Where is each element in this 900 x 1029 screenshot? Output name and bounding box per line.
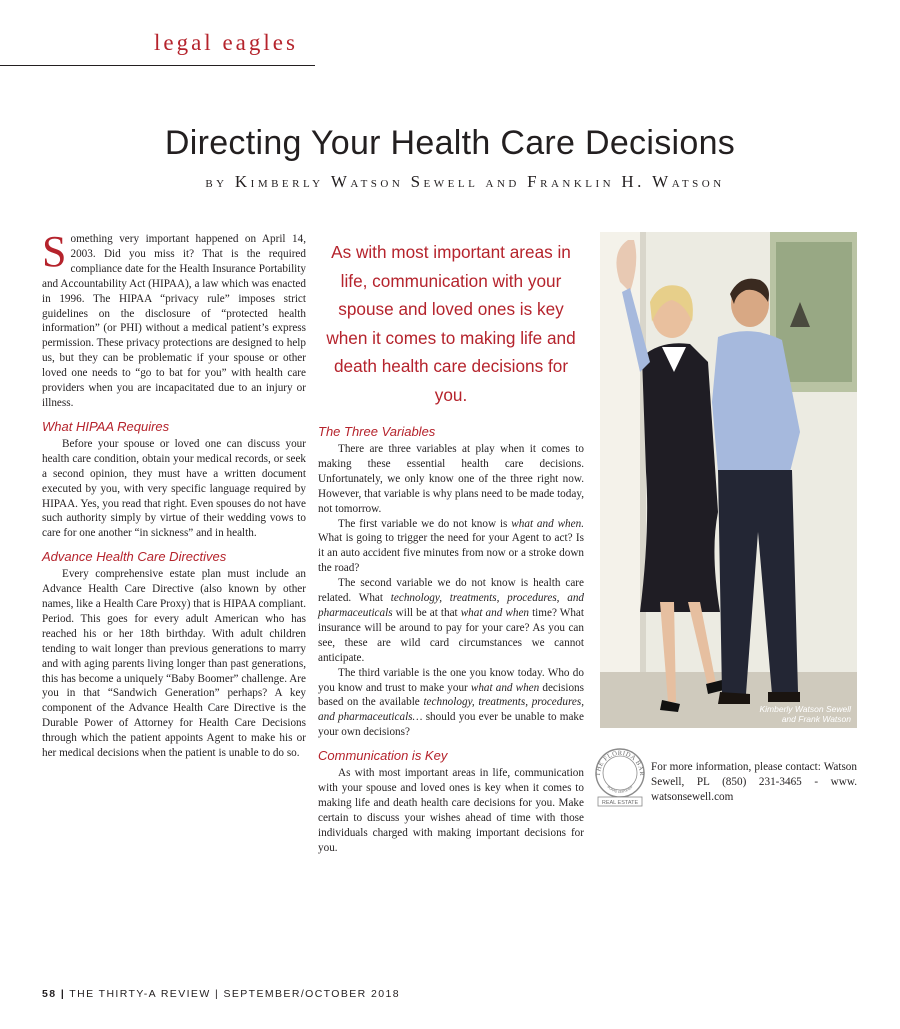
drop-cap: S	[42, 227, 67, 276]
caption-line: Kimberly Watson Sewell	[759, 704, 851, 714]
florida-bar-seal	[592, 743, 648, 809]
byline-atson1: atson	[350, 175, 404, 191]
seal-text-bottom: REAL ESTATE	[601, 800, 639, 806]
text-run: time? What insurance will be around to pay for your care? As you can see, these are wild card circumstances we cannot anticipate.	[318, 606, 584, 664]
footer-separator: |	[214, 988, 220, 1000]
byline	[0, 172, 900, 192]
paragraph	[318, 666, 584, 741]
paragraph	[318, 576, 584, 665]
intro-paragraph	[42, 227, 306, 411]
byline-imberly: imberly	[250, 175, 324, 191]
subhead-what-hipaa-requires: What HIPAA Requires	[42, 418, 170, 434]
seal-text-middle: BOARD CERTIFIED	[606, 784, 634, 795]
italic-run: what and when	[460, 606, 529, 619]
byline-atson2: atson	[671, 175, 725, 191]
svg-text:THE FLORIDA BAR	[595, 750, 645, 776]
text-run: should you ever be unable to make your own decisions?	[318, 711, 584, 739]
page-footer	[42, 988, 400, 1000]
photo-illustration	[600, 232, 857, 728]
section-heading: legal eagles	[154, 30, 298, 55]
byline-and: and	[485, 175, 520, 191]
byline-k: K	[234, 172, 251, 191]
paragraph: Every comprehensive estate plan must include an Advance Health Care Directive (also known by other names, like a Health Care Proxy) that is HIPAA compliant. Period. This goes for every adult American who has reached his or her 18th birthday. With adult children tending to wait longer than previous generations to marry and with aging parents living longer than past generations, this has become a uniquely “Baby Boomer” challenge. Are you in that “Sandwich Generation” perhaps? A key component of the Advance Health Care Directive is the Durable Power of Attorney for Health Care Decisions through which the patient appoints Agent to make his or her medical decisions when the patient is unable to do so.	[42, 568, 306, 760]
paragraph: As with most important areas in life, communication with your spouse and loved ones is key when it comes to making life and death health care decisions for you. Make certain to discuss your wishes ahead of time with those individuals charged with making important decisions for you.	[318, 767, 584, 854]
photo-caption	[760, 704, 852, 724]
byline-ranklin: ranklin	[540, 175, 615, 191]
byline-by: by	[205, 175, 228, 191]
issue-date: SEPTEMBER/OCTOBER 2018	[223, 988, 400, 1000]
publication-name: THE THIRTY-A REVIEW	[69, 988, 211, 1000]
byline-h: H.	[621, 172, 645, 191]
text-run: The third variable is the one you know today. Who do you know and trust to make your	[318, 666, 584, 694]
article-title: Directing Your Health Care Decisions	[164, 124, 736, 162]
text-run: The first variable we do not know is	[338, 517, 512, 530]
intro-text: omething very important happened on April 14, 2003. Did you miss it? That is the required compliance date for the Health Insurance Portability and Accountability Act (HIPAA), a law which was enacted in 1996. The HIPAA “privacy rule” imposes strict guidelines on the disclosure of “protected health information” (or PHI) without a medical patient’s express permission. These privacy protections are designed to help us, but they can be problematic if your spouse or other loved one needs to “go to bat for you” with health care providers when you are incapacitated due to an injury or illness.	[42, 233, 306, 409]
italic-run: technology, treatments, procedures, and pharmaceuticals	[318, 592, 585, 619]
byline-ewell: ewell	[423, 175, 479, 191]
text-run: The second variable we do not know is health care related. What	[318, 577, 584, 605]
column-two	[318, 424, 584, 856]
byline-w2: W	[652, 172, 672, 191]
paragraph: Before your spouse or loved one can discuss your health care condition, obtain your medical records, or seek a second opinion, they must have a written document executed by you, with very specific language required by HIPAA. Yes, you read that right. Even spouses do not have such authority simply by virtue of their wedding vows to care for one another “in sickness” and in health.	[42, 437, 306, 540]
italic-run: what and when	[470, 681, 540, 694]
subhead-advance-directives: Advance Health Care Directives	[42, 549, 227, 565]
seal-text-top: THE FLORIDA BAR	[594, 749, 646, 777]
subhead-communication-is-key: Communication is Key	[318, 748, 448, 764]
text-run: will be at that	[392, 606, 461, 619]
text-run: What is going to trigger the need for your Agent to act? Is it an auto accident five minutes from now or a stroke down the road?	[318, 532, 584, 575]
paragraph: There are three variables at play when it comes to making these essential health care decisions. Unfortunately, we only know one of the three right now. However, that variable is why plans need to be made today, not tomorrow.	[318, 443, 584, 515]
svg-text:BOARD CERTIFIED	[607, 784, 634, 794]
section-rule	[0, 65, 315, 66]
author-photo	[600, 232, 857, 728]
byline-s: S	[410, 172, 424, 191]
caption-line: and Frank Watson	[781, 714, 851, 724]
pull-quote: As with most important areas in life, communication with your spouse and loved ones is key when it comes to making life and death health care decisions for you.	[326, 242, 576, 405]
italic-run: what and when.	[511, 517, 584, 530]
italic-run: technology, treatments, procedures, and pharmaceuticals…	[318, 696, 584, 724]
page-number: 58	[42, 988, 57, 1000]
text-run: decisions based on the available	[318, 681, 584, 709]
column-one	[42, 227, 306, 761]
byline-f: F	[527, 172, 541, 191]
subhead-three-variables: The Three Variables	[318, 424, 436, 439]
footer-separator: |	[60, 988, 66, 1000]
byline-w1: W	[330, 172, 351, 191]
paragraph	[318, 517, 584, 577]
contact-info: For more information, please contact: Watson Sewell, PL (850) 231-3465 - www. watsonsewell.com	[651, 761, 857, 803]
